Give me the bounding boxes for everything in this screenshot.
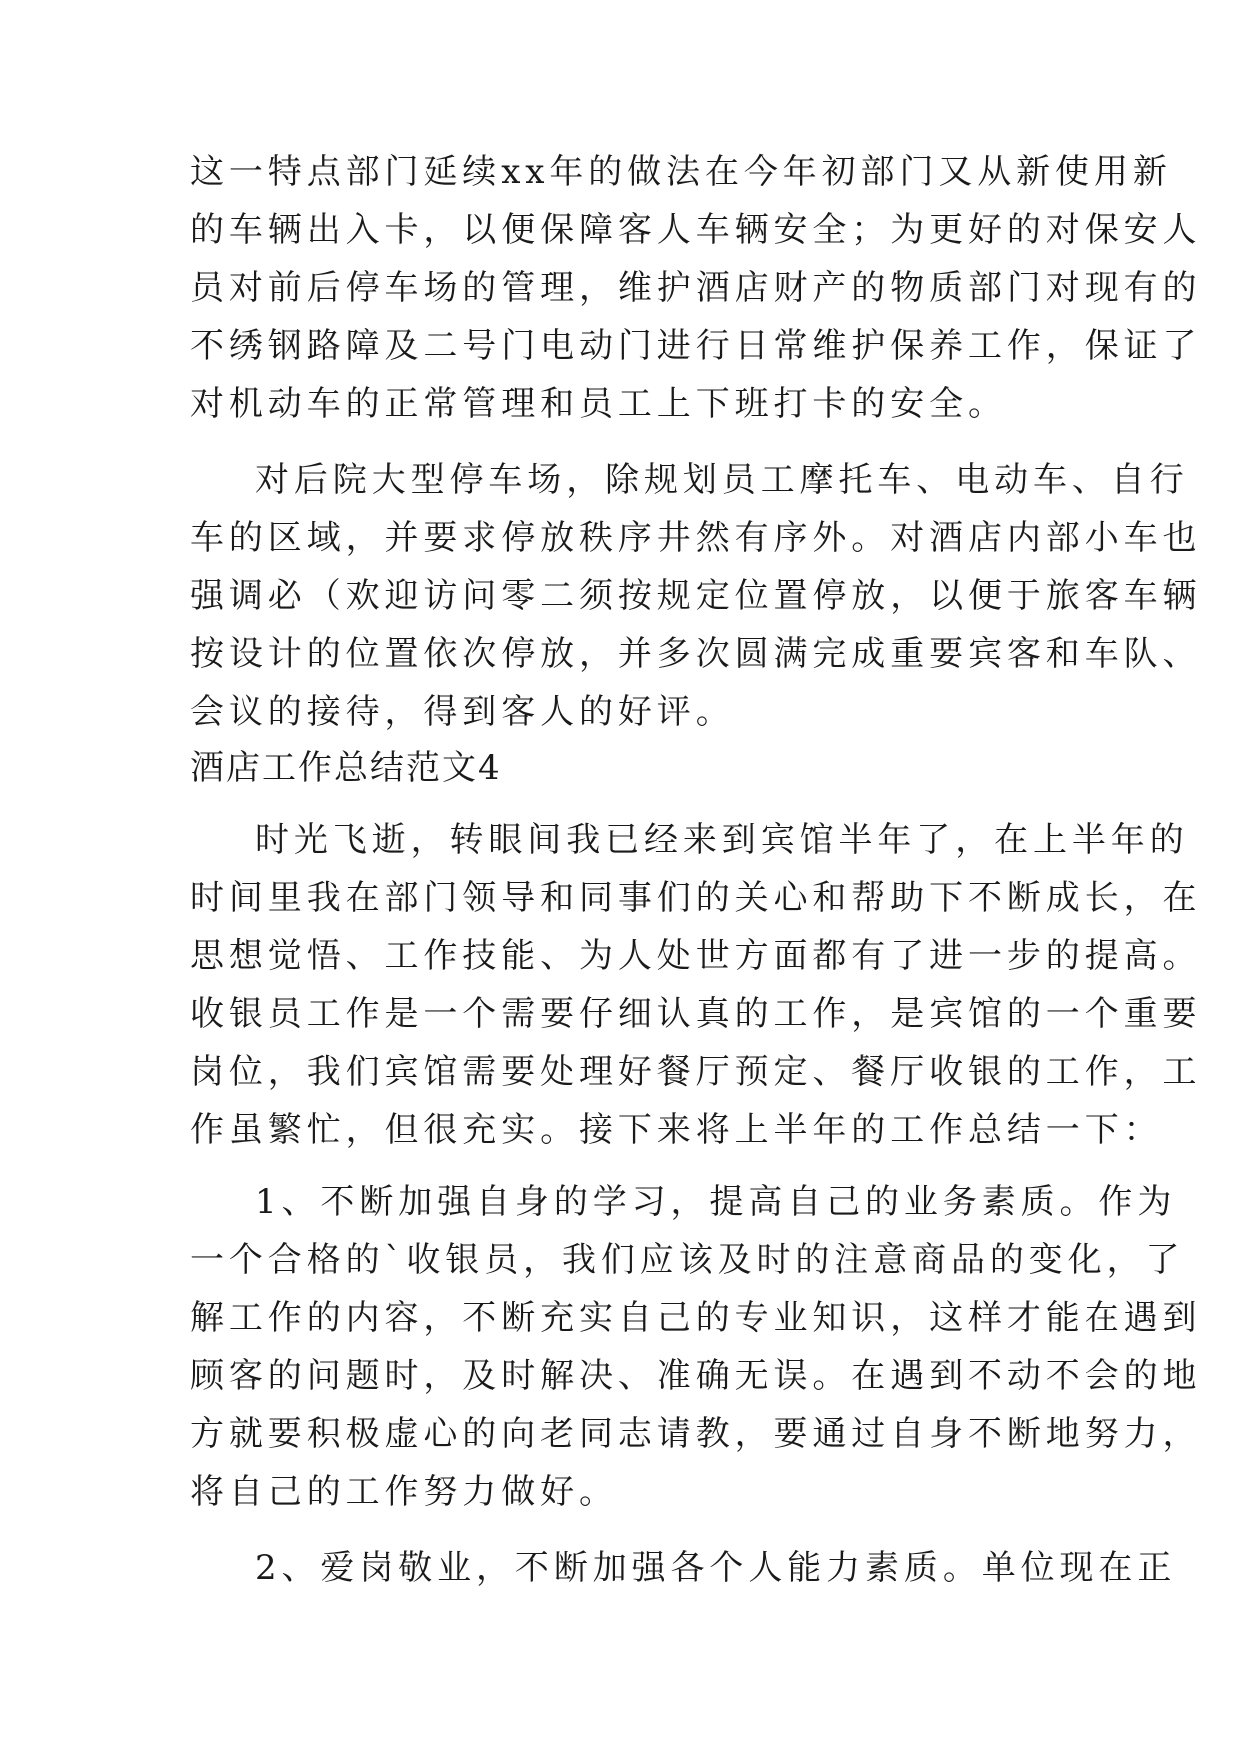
text-line-18: 1、不断加强自身的学习，提高自己的业务素质。作为	[255, 1182, 1177, 1222]
text-line-24: 2、爱岗敬业，不断加强各个人能力素质。单位现在正	[255, 1548, 1177, 1588]
text-line-21: 顾客的问题时，及时解决、准确无误。在遇到不动不会的地	[190, 1356, 1202, 1396]
text-line-12: 时光飞逝，转眼间我已经来到宾馆半年了，在上半年的	[255, 820, 1189, 860]
text-line-1: 这一特点部门延续xx年的做法在今年初部门又从新使用新	[190, 152, 1172, 192]
text-line-3: 员对前后停车场的管理，维护酒店财产的物质部门对现有的	[190, 268, 1202, 308]
text-line-13: 时间里我在部门领导和同事们的关心和帮助下不断成长，在	[190, 878, 1202, 918]
text-line-14: 思想觉悟、工作技能、为人处世方面都有了进一步的提高。	[190, 936, 1202, 976]
text-line-22: 方就要积极虚心的向老同志请教，要通过自身不断地努力，	[190, 1414, 1202, 1454]
text-line-16: 岗位，我们宾馆需要处理好餐厅预定、餐厅收银的工作，工	[190, 1052, 1202, 1092]
text-line-2: 的车辆出入卡，以便保障客人车辆安全；为更好的对保安人	[190, 210, 1202, 250]
text-line-19: 一个合格的`收银员，我们应该及时的注意商品的变化，了	[190, 1240, 1185, 1280]
text-line-8: 强调必（欢迎访问零二须按规定位置停放，以便于旅客车辆	[190, 576, 1202, 616]
text-line-15: 收银员工作是一个需要仔细认真的工作，是宾馆的一个重要	[190, 994, 1202, 1034]
text-line-7: 车的区域，并要求停放秩序井然有序外。对酒店内部小车也	[190, 518, 1202, 558]
text-line-10: 会议的接待，得到客人的好评。	[190, 692, 735, 732]
text-line-20: 解工作的内容，不断充实自己的专业知识，这样才能在遇到	[190, 1298, 1202, 1338]
section-heading: 酒店工作总结范文4	[190, 748, 502, 788]
text-line-4: 不绣钢路障及二号门电动门进行日常维护保养工作，保证了	[190, 326, 1202, 366]
text-line-9: 按设计的位置依次停放，并多次圆满完成重要宾客和车队、	[190, 634, 1202, 674]
text-line-6: 对后院大型停车场，除规划员工摩托车、电动车、自行	[255, 460, 1189, 500]
text-line-23: 将自己的工作努力做好。	[190, 1472, 618, 1512]
text-line-17: 作虽繁忙，但很充实。接下来将上半年的工作总结一下：	[190, 1110, 1163, 1150]
text-line-5: 对机动车的正常管理和员工上下班打卡的安全。	[190, 384, 1007, 424]
